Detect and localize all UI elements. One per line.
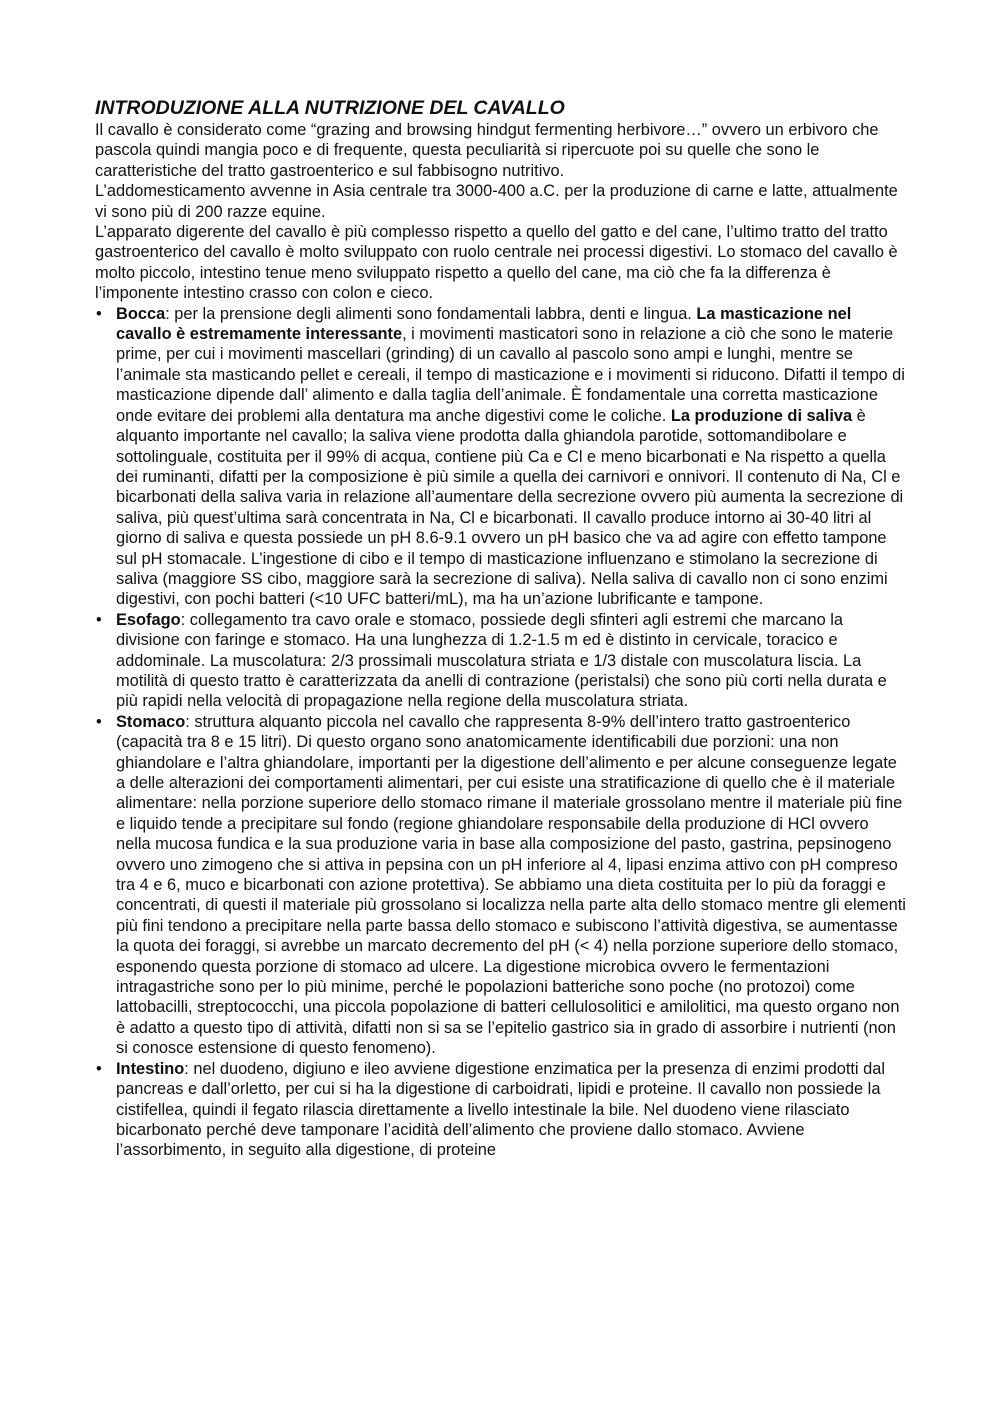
bullet-icon: • xyxy=(96,712,102,731)
term-stomaco: Stomaco xyxy=(116,712,186,731)
intestino-text: : nel duodeno, digiuno e ileo avviene digestione enzimatica per la presenza di enzimi prodotti dal pancreas e dall’orletto, per cui si ha la digestione di carboidrati, lipidi e proteine. Il cavallo non possiede la cistifellea, quindi il fegato rilascia direttamente a livello intestinale la bile. Nel duodeno viene rilasciato bicarbonato perché deve tamponare l’acidità dell’alimento che proviene dallo stomaco. Avviene l’assorbimento, in seguito alla digestione, di proteine xyxy=(116,1059,885,1160)
bocca-bold-saliva: La produzione di saliva xyxy=(670,406,853,425)
list-item-esofago xyxy=(95,610,906,712)
intro-paragraph-2: L’addomesticamento avvenne in Asia centrale tra 3000-400 a.C. per la produzione di carne e latte, attualmente vi sono più di 200 razze equine. xyxy=(95,182,898,221)
document-title: INTRODUZIONE ALLA NUTRIZIONE DEL CAVALLO xyxy=(95,97,565,119)
bullet-icon: • xyxy=(96,610,102,629)
intro-paragraph-3: L’apparato digerente del cavallo è più complesso rispetto a quello del gatto e del cane, l’ultimo tratto del tratto gastroenterico del cavallo è molto sviluppato con ruolo centrale nei processi digestivi. Lo stomaco del cavallo è molto piccolo, intestino tenue meno sviluppato rispetto a quello del cane, ma ciò che fa la differenza è l’imponente intestino crasso con colon e cieco. xyxy=(95,223,898,303)
list-item-stomaco xyxy=(95,712,906,1059)
list-item-bocca xyxy=(95,304,906,610)
bocca-bold-masticazione: La masticazione nel cavallo è estremamente interessante xyxy=(116,304,852,344)
bocca-text-1: : per la prensione degli alimenti sono fondamentali labbra, denti e lingua. xyxy=(165,304,697,323)
bullet-icon: • xyxy=(96,304,102,323)
bocca-text-3: è alquanto importante nel cavallo; la saliva viene prodotta dalla ghiandola parotide, sottomandibolare e sottolinguale, costituita per il 99% di acqua, contiene più Ca e Cl e meno bicarbonati e Na rispetto a quella dei ruminanti, difatti per la composizione è più simile a quella dei carnivori e onnivori. Il contenuto di Na, Cl e bicarbonati della saliva varia in relazione all’aumentare della secrezione ovvero più aumenta la secrezione di saliva, più quest’ultima sarà concentrata in Na, Cl e bicarbonati. Il cavallo produce intorno ai 30-40 litri al giorno di saliva e questa possiede un pH 8.6-9.1 ovvero un pH basico che va ad agire con effetto tampone sul pH stomacale. L’ingestione di cibo e il tempo di masticazione influenzano e stimolano la secrezione di saliva (maggiore SS cibo, maggiore sarà la secrezione di saliva). Nella saliva di cavallo non ci sono enzimi digestivi, con pochi batteri (<10 UFC batteri/mL), ma ha un’azione lubrificante e tampone. xyxy=(116,406,904,609)
term-esofago: Esofago xyxy=(116,610,181,629)
esofago-text: : collegamento tra cavo orale e stomaco, possiede degli sfinteri agli estremi che marcano la divisione con faringe e stomaco. Ha una lunghezza di 1.2-1.5 m ed è distinto in cervicale, toracico e addominale. La muscolatura: 2/3 prossimali muscolatura striata e 1/3 distale con muscolatura liscia. La motilità di questo tratto è caratterizzata da anelli di contrazione (peristalsi) che sono più corti nella durata e più rapidi nella velocità di propagazione nella regione della muscolatura striata. xyxy=(116,610,887,711)
term-bocca: Bocca xyxy=(116,304,166,323)
bullet-icon: • xyxy=(96,1059,102,1078)
list-item-intestino xyxy=(95,1059,906,1161)
digestive-sections-list xyxy=(95,304,906,1161)
intro-paragraph-1: Il cavallo è considerato come “grazing and browsing hindgut fermenting herbivore…” ovvero un erbivoro che pascola quindi mangia poco e di frequente, questa peculiarità si ripercuote poi su quelle che sono le caratteristiche del tratto gastroenterico e sul fabbisogno nutritivo. xyxy=(95,121,879,180)
term-intestino: Intestino xyxy=(116,1059,185,1078)
stomaco-text: : struttura alquanto piccola nel cavallo che rappresenta 8-9% dell’intero tratto gastroenterico (capacità tra 8 e 15 litri). Di questo organo sono anatomicamente identificabili due porzioni: una non ghiandolare e l’altra ghiandolare, importanti per la digestione dell’alimento e per alcune conseguenze legate a delle alterazioni dei comportamenti alimentari, per cui esiste una stratificazione di quello che è il materiale alimentare: nella porzione superiore dello stomaco rimane il materiale grossolano mentre il materiale più fine e liquido tende a precipitare sul fondo (regione ghiandolare responsabile della produzione di HCl ovvero nella mucosa fundica e la sua produzione varia in base alla composizione del pasto, gastrina, pepsinogeno ovvero uno zimogeno che si attiva in pepsina con un pH inferiore al 4, lipasi enzima attivo con pH compreso tra 4 e 6, muco e bicarbonati con azione protettiva). Se abbiamo una dieta costituita per lo più da foraggi e concentrati, di questi il materiale più grossolano si localizza nella parte alta dello stomaco mentre gli elementi più fini tendono a precipitare nella parte bassa dello stomaco e subiscono l’attività digestiva, se aumentasse la quota dei foraggi, si avrebbe un marcato decremento del pH (< 4) nella porzione superiore dello stomaco, esponendo questa porzione di stomaco ad ulcere. La digestione microbica ovvero le fermentazioni intragastriche sono per lo più minime, perché le popolazioni batteriche sono poche (no protozoi) come lattobacilli, streptococchi, una piccola popolazione di batteri cellulosolitici e amilolitici, ma questo organo non è adatto a questo tipo di attività, difatti non si sa se l’epitelio gastrico sia in grado di assorbire i nutrienti (non si conosce estensione di questo fenomeno). xyxy=(116,712,906,1058)
bocca-text-2: , i movimenti masticatori sono in relazione a ciò che sono le materie prime, per cui i movimenti mascellari (grinding) di un cavallo al pascolo sono ampi e lunghi, mentre se l’animale sta masticando pellet e cereali, il tempo di masticazione e i movimenti si riducono. Difatti il tempo di masticazione dipende dall’ alimento e dalla taglia dell’animale. È fondamentale una corretta masticazione onde evitare dei problemi alla dentatura ma anche digestivi come le coliche. xyxy=(116,325,905,425)
